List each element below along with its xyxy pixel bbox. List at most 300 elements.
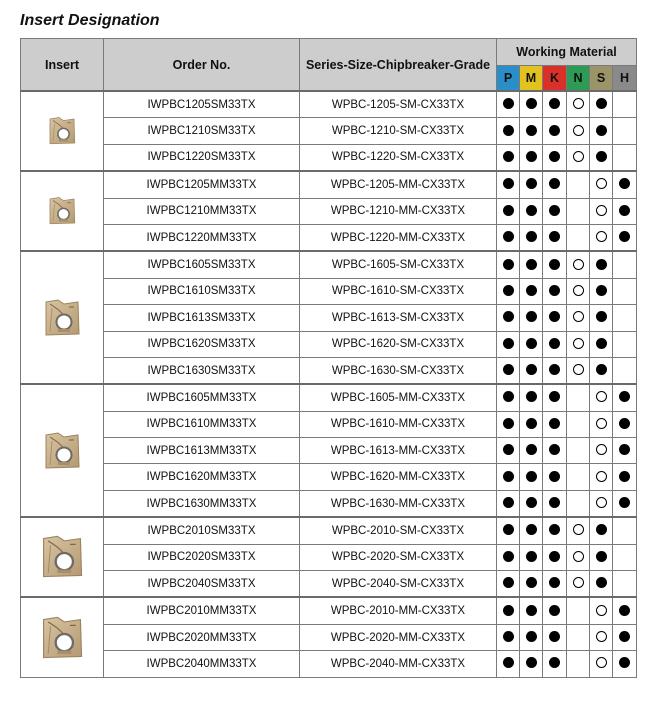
- table-row: [21, 357, 637, 384]
- filled-circle-icon: [503, 98, 514, 109]
- order-no-cell: IWPBC1205SM33TX: [104, 91, 300, 118]
- table-row: [21, 91, 637, 118]
- material-h-cell: [613, 278, 637, 304]
- material-m-cell: [520, 490, 543, 517]
- material-m-cell: [520, 224, 543, 251]
- material-n-cell: [567, 171, 590, 198]
- table-row: [21, 651, 637, 677]
- material-h-cell: [613, 597, 637, 624]
- order-no-cell: IWPBC1605SM33TX: [104, 251, 300, 278]
- material-h-cell: [613, 144, 637, 171]
- filled-circle-icon: [619, 205, 630, 216]
- table-row: [21, 198, 637, 224]
- material-k-cell: [543, 357, 567, 384]
- filled-circle-icon: [619, 471, 630, 482]
- series-cell: WPBC-1220-SM-CX33TX: [300, 144, 497, 171]
- insert-1600-mm-icon: [21, 384, 104, 517]
- filled-circle-icon: [503, 551, 514, 562]
- order-no-cell: IWPBC1620MM33TX: [104, 464, 300, 490]
- material-m-cell: [520, 651, 543, 677]
- series-cell: WPBC-1605-SM-CX33TX: [300, 251, 497, 278]
- filled-circle-icon: [503, 125, 514, 136]
- table-row: [21, 305, 637, 331]
- filled-circle-icon: [503, 444, 514, 455]
- material-n-cell: [567, 544, 590, 570]
- filled-circle-icon: [596, 364, 607, 375]
- material-k-cell: [543, 171, 567, 198]
- material-h-cell: [613, 411, 637, 437]
- series-cell: WPBC-2020-SM-CX33TX: [300, 544, 497, 570]
- material-p-cell: [497, 198, 520, 224]
- open-circle-icon: [573, 98, 584, 109]
- filled-circle-icon: [549, 524, 560, 535]
- table-row: [21, 597, 637, 624]
- filled-circle-icon: [503, 338, 514, 349]
- order-no-cell: IWPBC1605MM33TX: [104, 384, 300, 411]
- material-k-cell: [543, 251, 567, 278]
- material-h-cell: [613, 384, 637, 411]
- material-p-cell: [497, 571, 520, 598]
- material-m-cell: [520, 251, 543, 278]
- material-s-cell: [590, 490, 613, 517]
- order-no-cell: IWPBC1610MM33TX: [104, 411, 300, 437]
- open-circle-icon: [596, 444, 607, 455]
- order-no-cell: IWPBC1613MM33TX: [104, 438, 300, 464]
- material-n-cell: [567, 224, 590, 251]
- material-header-h: H: [613, 66, 637, 92]
- filled-circle-icon: [619, 631, 630, 642]
- material-n-cell: [567, 144, 590, 171]
- filled-circle-icon: [526, 285, 537, 296]
- filled-circle-icon: [503, 178, 514, 189]
- filled-circle-icon: [503, 205, 514, 216]
- material-n-cell: [567, 198, 590, 224]
- material-m-cell: [520, 171, 543, 198]
- filled-circle-icon: [526, 98, 537, 109]
- filled-circle-icon: [619, 231, 630, 242]
- material-n-cell: [567, 464, 590, 490]
- filled-circle-icon: [549, 471, 560, 482]
- material-k-cell: [543, 118, 567, 144]
- material-p-cell: [497, 118, 520, 144]
- filled-circle-icon: [596, 125, 607, 136]
- table-row: [21, 331, 637, 357]
- filled-circle-icon: [549, 151, 560, 162]
- open-circle-icon: [573, 151, 584, 162]
- filled-circle-icon: [503, 577, 514, 588]
- table-row: [21, 251, 637, 278]
- material-k-cell: [543, 464, 567, 490]
- filled-circle-icon: [549, 657, 560, 668]
- filled-circle-icon: [549, 418, 560, 429]
- filled-circle-icon: [549, 259, 560, 270]
- material-s-cell: [590, 278, 613, 304]
- series-cell: WPBC-1613-MM-CX33TX: [300, 438, 497, 464]
- open-circle-icon: [573, 524, 584, 535]
- material-m-cell: [520, 571, 543, 598]
- material-s-cell: [590, 331, 613, 357]
- table-row: [21, 224, 637, 251]
- open-circle-icon: [596, 471, 607, 482]
- material-p-cell: [497, 411, 520, 437]
- filled-circle-icon: [596, 577, 607, 588]
- material-p-cell: [497, 597, 520, 624]
- filled-circle-icon: [549, 391, 560, 402]
- filled-circle-icon: [526, 551, 537, 562]
- material-header-m: M: [520, 66, 543, 92]
- material-k-cell: [543, 571, 567, 598]
- material-p-cell: [497, 171, 520, 198]
- material-k-cell: [543, 517, 567, 544]
- material-m-cell: [520, 91, 543, 118]
- material-h-cell: [613, 490, 637, 517]
- open-circle-icon: [596, 497, 607, 508]
- material-h-cell: [613, 251, 637, 278]
- insert-designation-table: [20, 38, 637, 678]
- material-p-cell: [497, 384, 520, 411]
- filled-circle-icon: [526, 471, 537, 482]
- material-h-cell: [613, 517, 637, 544]
- open-circle-icon: [573, 285, 584, 296]
- series-cell: WPBC-1210-MM-CX33TX: [300, 198, 497, 224]
- filled-circle-icon: [549, 605, 560, 616]
- filled-circle-icon: [596, 311, 607, 322]
- material-h-cell: [613, 198, 637, 224]
- series-cell: WPBC-1613-SM-CX33TX: [300, 305, 497, 331]
- filled-circle-icon: [503, 524, 514, 535]
- material-m-cell: [520, 464, 543, 490]
- material-k-cell: [543, 597, 567, 624]
- order-no-cell: IWPBC1210SM33TX: [104, 118, 300, 144]
- material-s-cell: [590, 224, 613, 251]
- material-header-p: P: [497, 66, 520, 92]
- filled-circle-icon: [549, 577, 560, 588]
- material-p-cell: [497, 544, 520, 570]
- series-cell: WPBC-2010-MM-CX33TX: [300, 597, 497, 624]
- material-n-cell: [567, 331, 590, 357]
- series-cell: WPBC-1620-MM-CX33TX: [300, 464, 497, 490]
- insert-2000-mm-icon: [21, 597, 104, 677]
- material-n-cell: [567, 490, 590, 517]
- open-circle-icon: [596, 205, 607, 216]
- filled-circle-icon: [619, 605, 630, 616]
- material-k-cell: [543, 411, 567, 437]
- header-working-material: Working Material: [497, 39, 637, 66]
- material-k-cell: [543, 490, 567, 517]
- material-n-cell: [567, 411, 590, 437]
- filled-circle-icon: [596, 259, 607, 270]
- insert-2000-sm-icon: [21, 517, 104, 597]
- material-h-cell: [613, 118, 637, 144]
- material-s-cell: [590, 651, 613, 677]
- open-circle-icon: [573, 364, 584, 375]
- material-n-cell: [567, 251, 590, 278]
- filled-circle-icon: [503, 311, 514, 322]
- material-m-cell: [520, 144, 543, 171]
- series-cell: WPBC-2020-MM-CX33TX: [300, 624, 497, 650]
- material-p-cell: [497, 251, 520, 278]
- insert-1200-mm-icon: [21, 171, 104, 251]
- material-s-cell: [590, 91, 613, 118]
- material-n-cell: [567, 118, 590, 144]
- material-n-cell: [567, 597, 590, 624]
- material-k-cell: [543, 651, 567, 677]
- material-k-cell: [543, 224, 567, 251]
- material-header-k: K: [543, 66, 567, 92]
- open-circle-icon: [573, 259, 584, 270]
- filled-circle-icon: [526, 631, 537, 642]
- material-m-cell: [520, 331, 543, 357]
- filled-circle-icon: [503, 471, 514, 482]
- material-h-cell: [613, 357, 637, 384]
- material-p-cell: [497, 517, 520, 544]
- filled-circle-icon: [526, 311, 537, 322]
- filled-circle-icon: [596, 551, 607, 562]
- header-order-no: Order No.: [104, 39, 300, 92]
- filled-circle-icon: [549, 338, 560, 349]
- material-m-cell: [520, 198, 543, 224]
- material-p-cell: [497, 144, 520, 171]
- material-s-cell: [590, 571, 613, 598]
- table-row: [21, 118, 637, 144]
- table-row: [21, 438, 637, 464]
- material-m-cell: [520, 597, 543, 624]
- filled-circle-icon: [596, 338, 607, 349]
- filled-circle-icon: [549, 231, 560, 242]
- material-s-cell: [590, 305, 613, 331]
- material-header-s: S: [590, 66, 613, 92]
- open-circle-icon: [596, 231, 607, 242]
- filled-circle-icon: [526, 605, 537, 616]
- material-k-cell: [543, 305, 567, 331]
- table-row: [21, 571, 637, 598]
- material-k-cell: [543, 331, 567, 357]
- filled-circle-icon: [619, 657, 630, 668]
- material-m-cell: [520, 384, 543, 411]
- filled-circle-icon: [549, 364, 560, 375]
- open-circle-icon: [573, 311, 584, 322]
- table-row: [21, 278, 637, 304]
- filled-circle-icon: [596, 151, 607, 162]
- filled-circle-icon: [503, 391, 514, 402]
- filled-circle-icon: [526, 444, 537, 455]
- order-no-cell: IWPBC2010MM33TX: [104, 597, 300, 624]
- material-k-cell: [543, 91, 567, 118]
- material-s-cell: [590, 411, 613, 437]
- series-cell: WPBC-1630-SM-CX33TX: [300, 357, 497, 384]
- material-s-cell: [590, 597, 613, 624]
- filled-circle-icon: [619, 444, 630, 455]
- material-p-cell: [497, 278, 520, 304]
- material-h-cell: [613, 571, 637, 598]
- filled-circle-icon: [549, 125, 560, 136]
- open-circle-icon: [596, 631, 607, 642]
- filled-circle-icon: [549, 497, 560, 508]
- material-h-cell: [613, 331, 637, 357]
- material-s-cell: [590, 544, 613, 570]
- material-m-cell: [520, 438, 543, 464]
- filled-circle-icon: [619, 391, 630, 402]
- material-n-cell: [567, 571, 590, 598]
- material-n-cell: [567, 438, 590, 464]
- material-header-n: N: [567, 66, 590, 92]
- filled-circle-icon: [526, 418, 537, 429]
- filled-circle-icon: [619, 418, 630, 429]
- order-no-cell: IWPBC1630SM33TX: [104, 357, 300, 384]
- material-h-cell: [613, 305, 637, 331]
- series-cell: WPBC-2010-SM-CX33TX: [300, 517, 497, 544]
- table-row: [21, 144, 637, 171]
- filled-circle-icon: [526, 125, 537, 136]
- order-no-cell: IWPBC1610SM33TX: [104, 278, 300, 304]
- order-no-cell: IWPBC1220MM33TX: [104, 224, 300, 251]
- filled-circle-icon: [526, 577, 537, 588]
- filled-circle-icon: [619, 497, 630, 508]
- material-p-cell: [497, 490, 520, 517]
- filled-circle-icon: [526, 364, 537, 375]
- order-no-cell: IWPBC1205MM33TX: [104, 171, 300, 198]
- filled-circle-icon: [526, 178, 537, 189]
- material-k-cell: [543, 438, 567, 464]
- filled-circle-icon: [526, 231, 537, 242]
- material-m-cell: [520, 544, 543, 570]
- material-k-cell: [543, 144, 567, 171]
- material-k-cell: [543, 198, 567, 224]
- series-cell: WPBC-1630-MM-CX33TX: [300, 490, 497, 517]
- table-row: [21, 411, 637, 437]
- filled-circle-icon: [549, 205, 560, 216]
- material-s-cell: [590, 438, 613, 464]
- order-no-cell: IWPBC2040MM33TX: [104, 651, 300, 677]
- insert-1200-sm-icon: [21, 91, 104, 171]
- header-insert: Insert: [21, 39, 104, 92]
- filled-circle-icon: [549, 285, 560, 296]
- material-s-cell: [590, 171, 613, 198]
- table-row: [21, 490, 637, 517]
- filled-circle-icon: [596, 98, 607, 109]
- filled-circle-icon: [596, 285, 607, 296]
- material-k-cell: [543, 384, 567, 411]
- table-row: [21, 171, 637, 198]
- series-cell: WPBC-1610-SM-CX33TX: [300, 278, 497, 304]
- filled-circle-icon: [549, 98, 560, 109]
- filled-circle-icon: [503, 364, 514, 375]
- filled-circle-icon: [503, 418, 514, 429]
- series-cell: WPBC-2040-SM-CX33TX: [300, 571, 497, 598]
- table-row: [21, 517, 637, 544]
- material-s-cell: [590, 251, 613, 278]
- filled-circle-icon: [526, 338, 537, 349]
- series-cell: WPBC-1205-SM-CX33TX: [300, 91, 497, 118]
- open-circle-icon: [596, 418, 607, 429]
- order-no-cell: IWPBC2010SM33TX: [104, 517, 300, 544]
- series-cell: WPBC-1205-MM-CX33TX: [300, 171, 497, 198]
- filled-circle-icon: [503, 285, 514, 296]
- material-s-cell: [590, 624, 613, 650]
- filled-circle-icon: [503, 631, 514, 642]
- material-h-cell: [613, 651, 637, 677]
- material-h-cell: [613, 544, 637, 570]
- header-series: Series-Size-Chipbreaker-Grade: [300, 39, 497, 92]
- material-p-cell: [497, 651, 520, 677]
- material-h-cell: [613, 464, 637, 490]
- material-n-cell: [567, 91, 590, 118]
- material-m-cell: [520, 118, 543, 144]
- filled-circle-icon: [549, 311, 560, 322]
- filled-circle-icon: [503, 605, 514, 616]
- filled-circle-icon: [503, 151, 514, 162]
- material-n-cell: [567, 624, 590, 650]
- material-n-cell: [567, 517, 590, 544]
- open-circle-icon: [596, 178, 607, 189]
- material-s-cell: [590, 118, 613, 144]
- material-p-cell: [497, 357, 520, 384]
- material-h-cell: [613, 224, 637, 251]
- order-no-cell: IWPBC2020MM33TX: [104, 624, 300, 650]
- page-title: Insert Designation: [20, 12, 160, 29]
- filled-circle-icon: [503, 657, 514, 668]
- series-cell: WPBC-1620-SM-CX33TX: [300, 331, 497, 357]
- series-cell: WPBC-2040-MM-CX33TX: [300, 651, 497, 677]
- order-no-cell: IWPBC1220SM33TX: [104, 144, 300, 171]
- material-p-cell: [497, 464, 520, 490]
- material-n-cell: [567, 651, 590, 677]
- material-h-cell: [613, 171, 637, 198]
- material-p-cell: [497, 331, 520, 357]
- material-m-cell: [520, 278, 543, 304]
- material-s-cell: [590, 464, 613, 490]
- table-row: [21, 384, 637, 411]
- order-no-cell: IWPBC2040SM33TX: [104, 571, 300, 598]
- filled-circle-icon: [526, 497, 537, 508]
- table-row: [21, 624, 637, 650]
- material-s-cell: [590, 144, 613, 171]
- material-k-cell: [543, 544, 567, 570]
- filled-circle-icon: [549, 444, 560, 455]
- filled-circle-icon: [526, 259, 537, 270]
- material-k-cell: [543, 278, 567, 304]
- open-circle-icon: [573, 338, 584, 349]
- series-cell: WPBC-1610-MM-CX33TX: [300, 411, 497, 437]
- material-p-cell: [497, 91, 520, 118]
- filled-circle-icon: [596, 524, 607, 535]
- material-s-cell: [590, 384, 613, 411]
- material-m-cell: [520, 411, 543, 437]
- filled-circle-icon: [619, 178, 630, 189]
- order-no-cell: IWPBC1613SM33TX: [104, 305, 300, 331]
- material-n-cell: [567, 357, 590, 384]
- series-cell: WPBC-1605-MM-CX33TX: [300, 384, 497, 411]
- insert-1600-sm-icon: [21, 251, 104, 384]
- table-row: [21, 464, 637, 490]
- material-s-cell: [590, 357, 613, 384]
- filled-circle-icon: [526, 151, 537, 162]
- filled-circle-icon: [549, 551, 560, 562]
- material-m-cell: [520, 357, 543, 384]
- material-m-cell: [520, 305, 543, 331]
- order-no-cell: IWPBC1630MM33TX: [104, 490, 300, 517]
- order-no-cell: IWPBC1210MM33TX: [104, 198, 300, 224]
- open-circle-icon: [596, 391, 607, 402]
- material-p-cell: [497, 624, 520, 650]
- open-circle-icon: [596, 657, 607, 668]
- material-m-cell: [520, 517, 543, 544]
- series-cell: WPBC-1220-MM-CX33TX: [300, 224, 497, 251]
- open-circle-icon: [573, 551, 584, 562]
- material-p-cell: [497, 224, 520, 251]
- filled-circle-icon: [526, 391, 537, 402]
- filled-circle-icon: [526, 524, 537, 535]
